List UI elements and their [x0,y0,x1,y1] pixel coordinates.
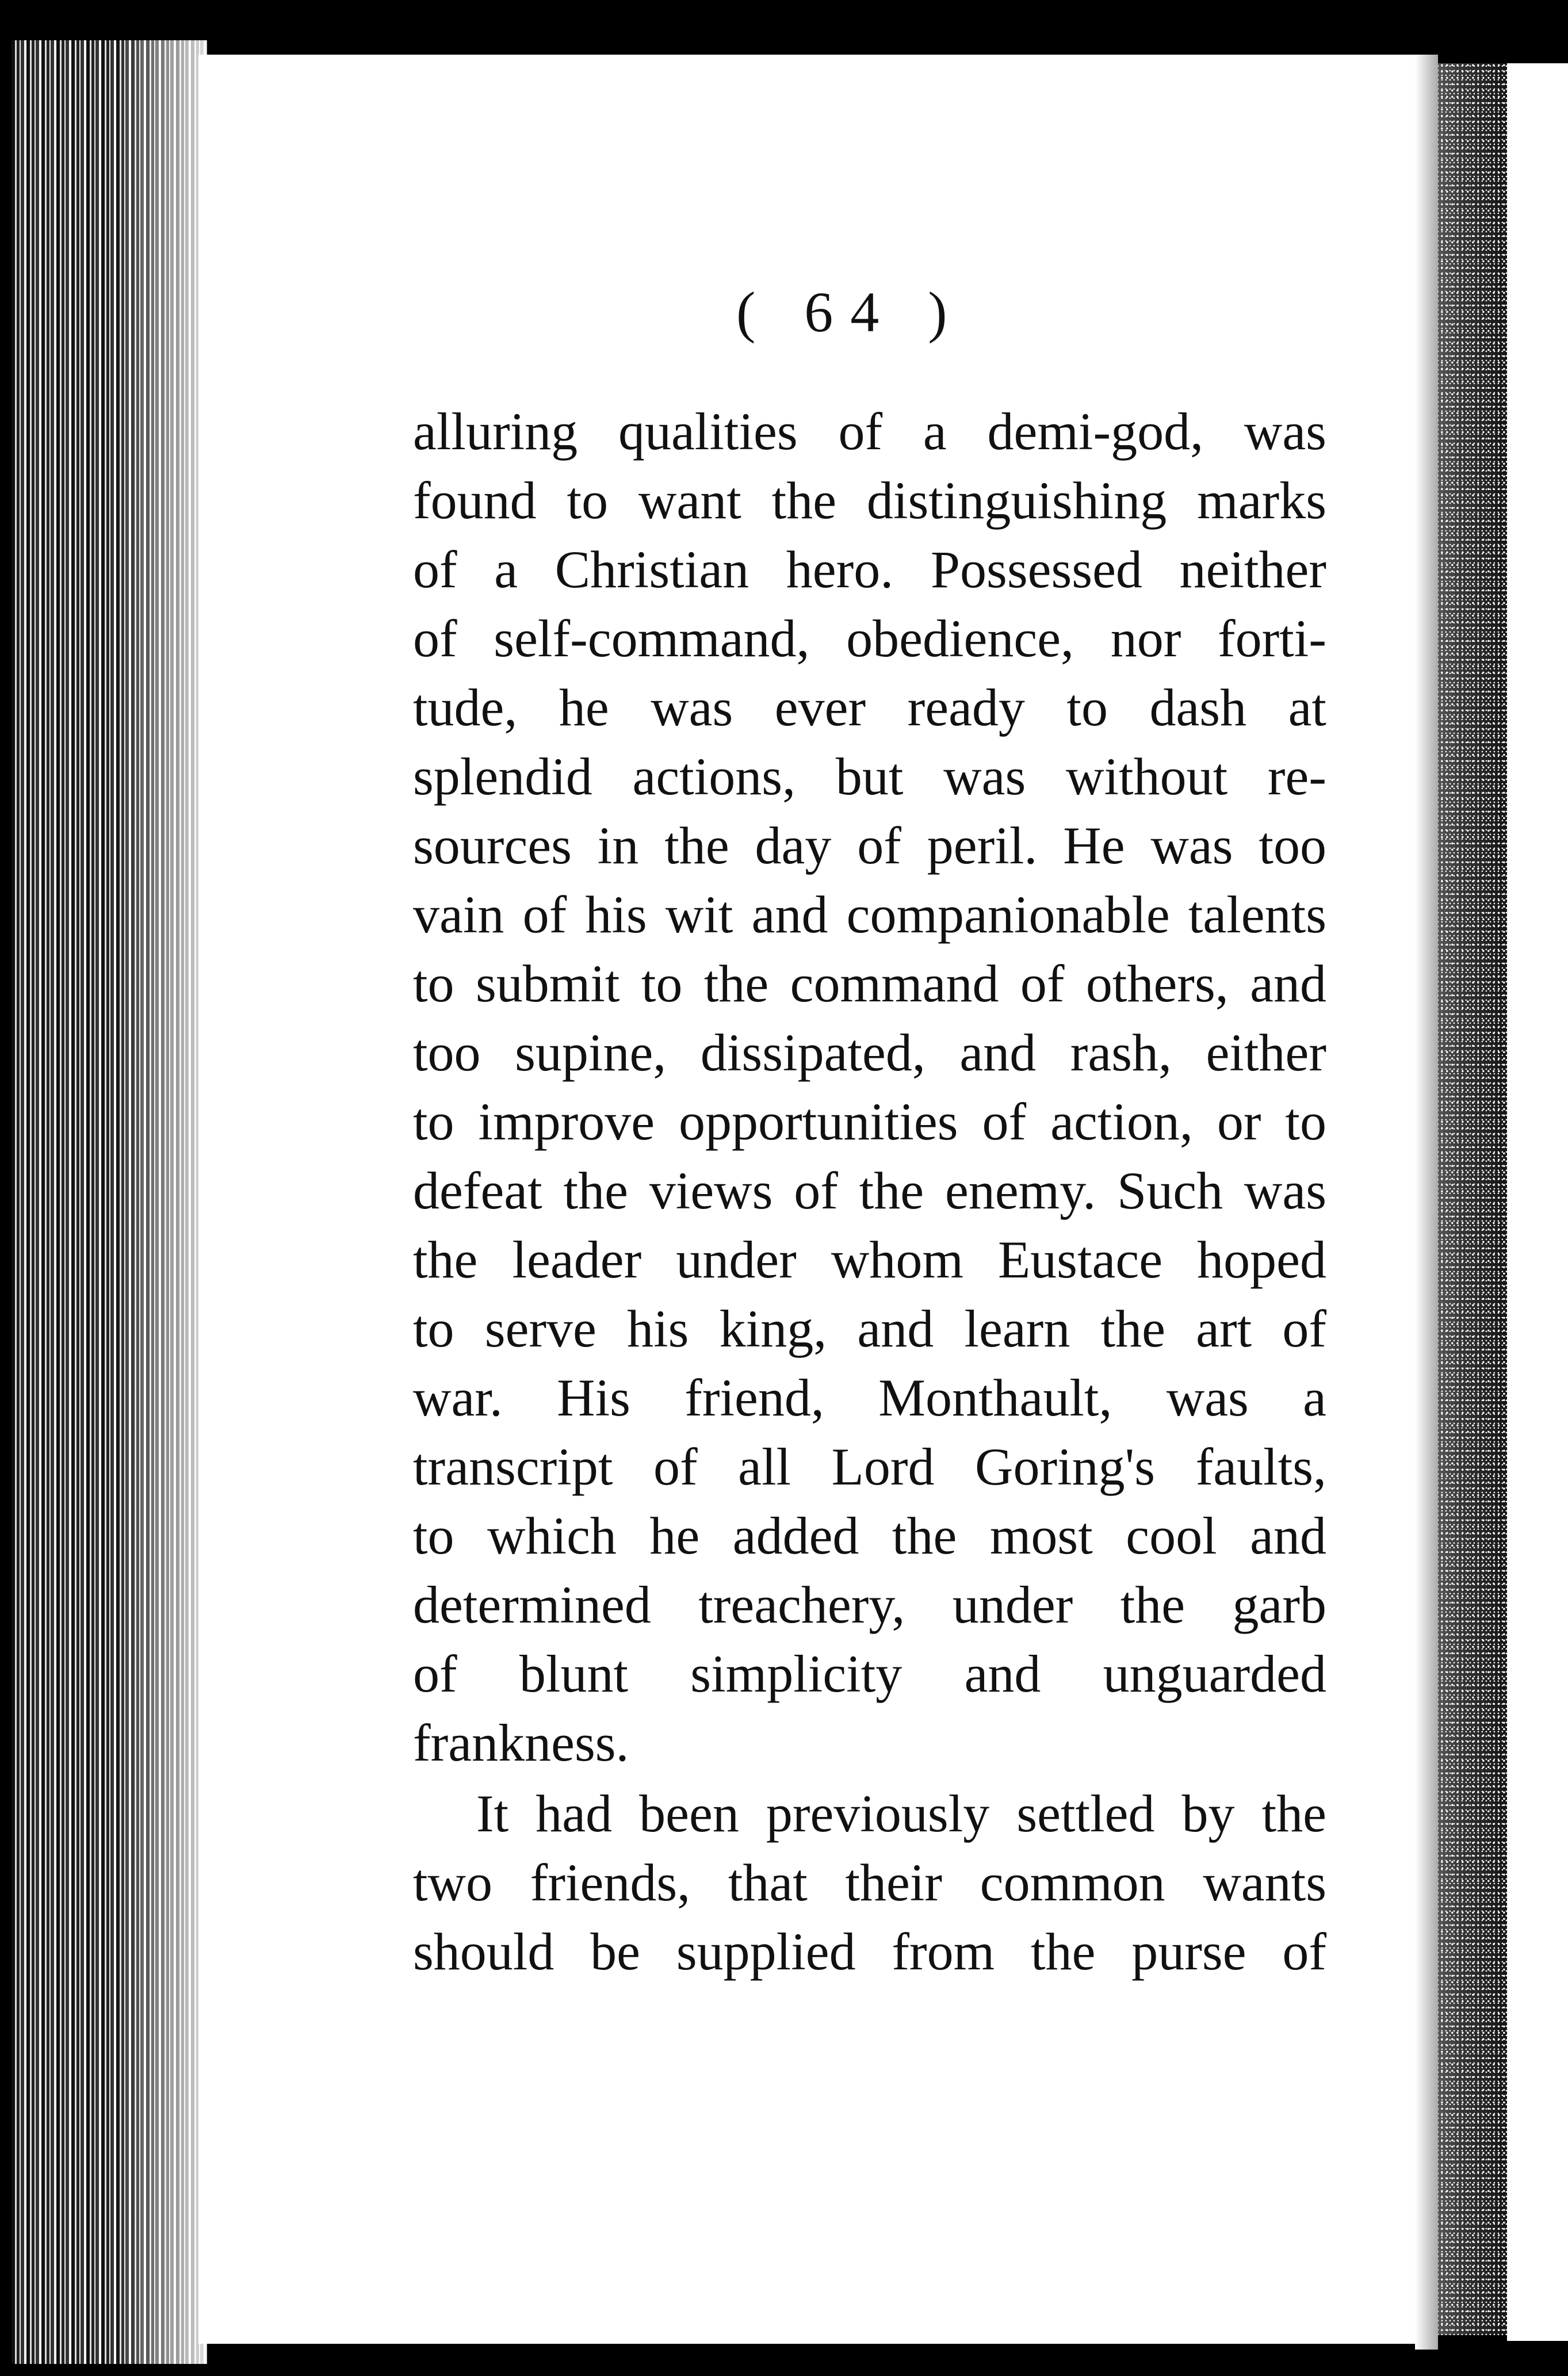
text-line: the leader under whom Eustace hoped [413,1230,1326,1289]
page-stack-shadow [115,40,207,2364]
text-line: to which he added the most cool and [413,1506,1326,1565]
text-line: vain of his wit and companionable talents [413,885,1326,944]
text-line: war. His friend, Monthault, was a [413,1368,1326,1427]
text-line: found to want the distinguishing marks [413,471,1326,530]
text-line: defeat the views of the enemy. Such was [413,1161,1326,1220]
text-line: frankness. [413,1713,629,1772]
text-line: should be supplied from the purse of [413,1922,1326,1981]
text-line: too supine, dissipated, and rash, either [413,1023,1326,1082]
text-line: of self-command, obedience, nor forti- [413,609,1326,668]
text-line: of blunt simplicity and unguarded [413,1644,1326,1703]
text-line: splendid actions, but was without re- [413,747,1326,806]
text-line: to improve opportunities of action, or to [413,1092,1326,1151]
text-line: to serve his king, and learn the art of [413,1299,1326,1358]
text-line: to submit to the command of others, and [413,954,1326,1013]
text-line: alluring qualities of a demi-god, was [413,402,1326,461]
paragraph-2 [413,1779,1326,1986]
facing-page-edge [1507,63,1568,2341]
text-line: determined treachery, under the garb [413,1575,1326,1634]
text-line: two friends, that their common wants [413,1853,1326,1912]
text-line: of a Christian hero. Possessed neither [413,540,1326,599]
body-text [413,397,1326,1986]
paragraph-1 [413,397,1326,1777]
text-line: It had been previously settled by the [476,1784,1326,1843]
text-line: transcript of all Lord Goring's faults, [413,1437,1326,1496]
page-number: ( 64 ) [736,280,965,344]
gutter-shadow [1415,55,1438,2350]
text-line: sources in the day of peril. He was too [413,816,1326,875]
text-line: tude, he was ever ready to dash at [413,678,1326,737]
